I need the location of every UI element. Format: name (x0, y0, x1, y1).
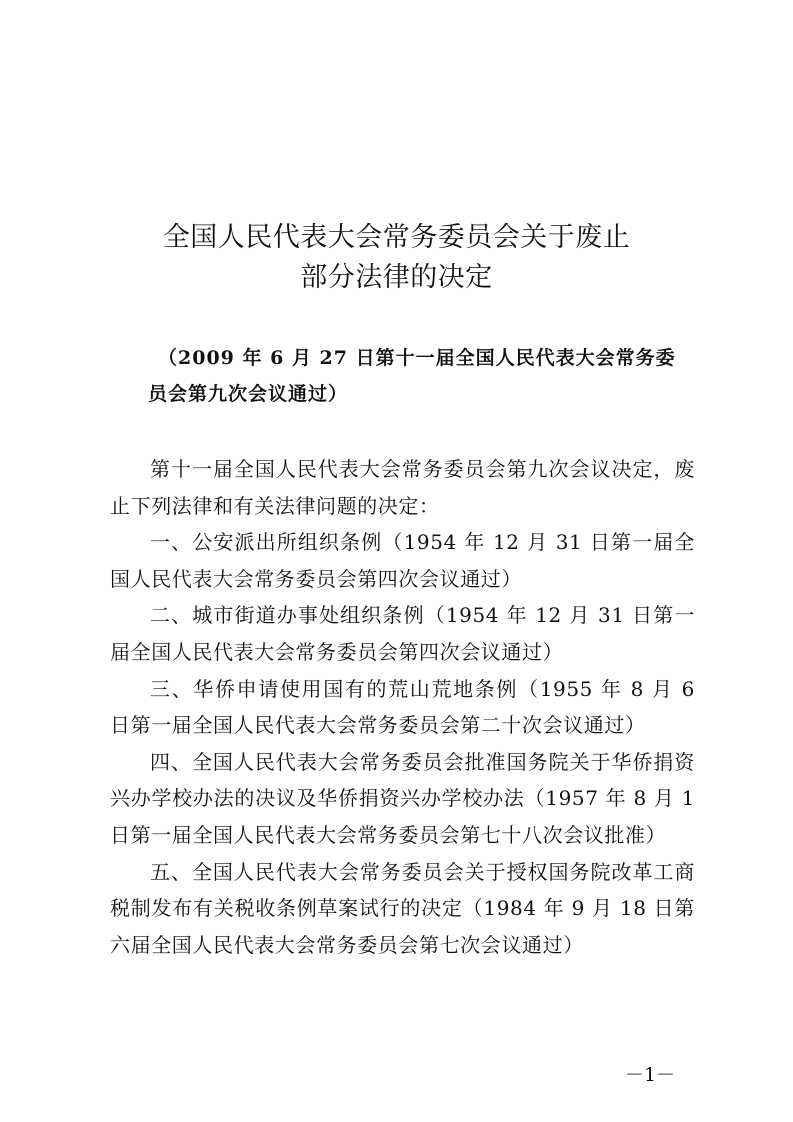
title-line-2: 部分法律的决定 (300, 262, 493, 293)
list-item-4: 四、全国人民代表大会常务委员会批准国务院关于华侨捐资兴办学校办法的决议及华侨捐资兴办学校办法（1957 年 8 月 1 日第一届全国人民代表大会常务委员会第七十八次会议批准） (110, 749, 695, 847)
adoption-line-1: （2009 年 6 月 27 日第十一届全国人民代表大会常务委 (158, 347, 676, 369)
list-item-2: 二、城市街道办事处组织条例（1954 年 12 月 31 日第一届全国人民代表大会常务委员会第四次会议通过） (110, 603, 695, 664)
list-item-3: 三、华侨申请使用国有的荒山荒地条例（1955 年 8 月 6 日第一届全国人民代表大会常务委员会第二十次会议通过） (110, 676, 695, 738)
document-title (0, 218, 793, 298)
title-line-1: 全国人民代表大会常务委员会关于废止 (162, 222, 631, 253)
list-item-5: 五、全国人民代表大会常务委员会关于授权国务院改革工商税制发布有关税收条例草案试行的决定（1984 年 9 月 18 日第六届全国人民代表大会常务委员会第七次会议通过） (110, 859, 695, 957)
adoption-line-2: 员会第九次会议通过） (148, 383, 349, 405)
page-number: －1－ (624, 1064, 676, 1086)
adoption-note (148, 340, 676, 412)
list-item-1: 一、公安派出所组织条例（1954 年 12 月 31 日第一届全国人民代表大会常务委员会第四次会议通过） (110, 530, 695, 591)
intro-paragraph: 第十一届全国人民代表大会常务委员会第九次会议决定，废止下列法律和有关法律问题的决定： (110, 457, 695, 518)
document-body (110, 451, 695, 963)
